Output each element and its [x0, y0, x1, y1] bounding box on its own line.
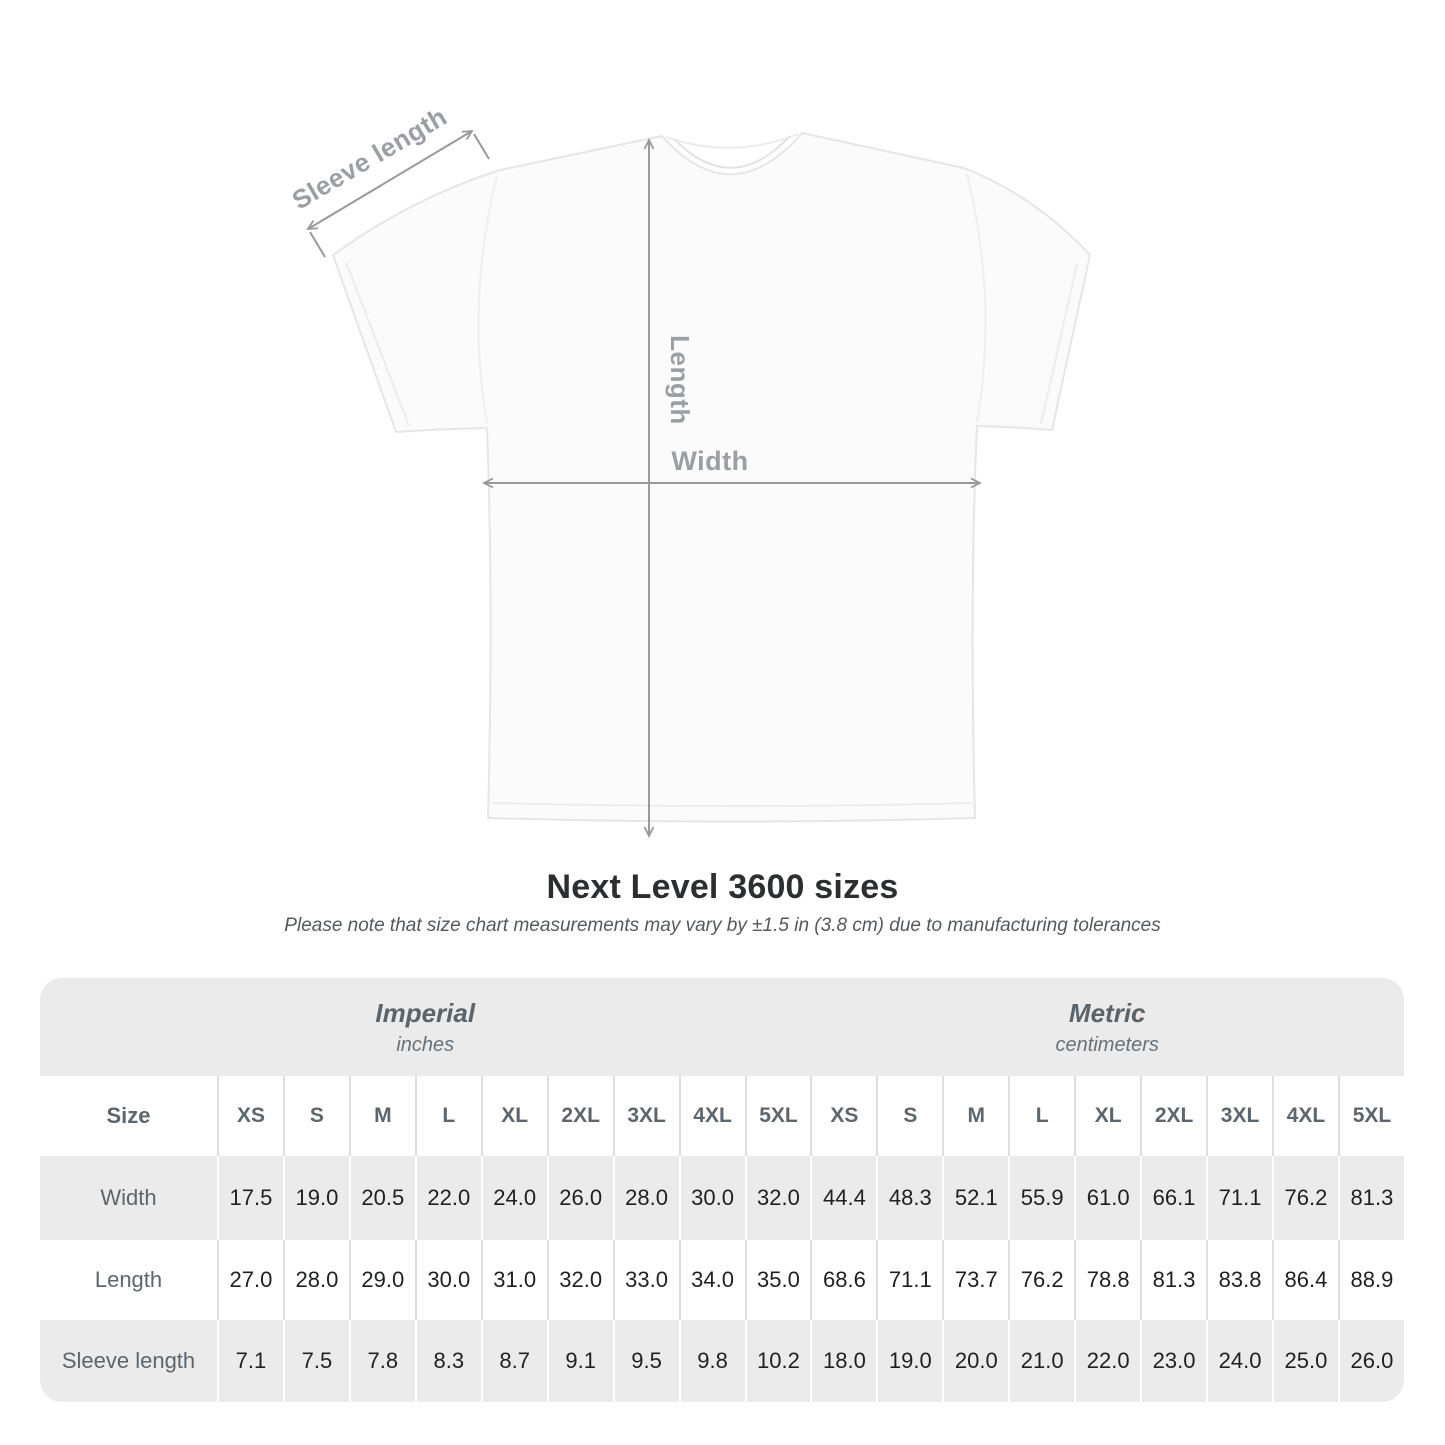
measurement-cell: 20.5	[349, 1156, 415, 1240]
measurement-cell: 26.0	[547, 1156, 613, 1240]
width-row-label: Width	[40, 1156, 217, 1240]
length-row-label: Length	[40, 1240, 217, 1320]
imperial-group-unit: inches	[396, 1033, 455, 1056]
metric-group-header	[810, 978, 1404, 1076]
size-col-header: 3XL	[613, 1076, 679, 1156]
size-col-header: L	[1008, 1076, 1074, 1156]
measurement-cell: 78.8	[1074, 1240, 1140, 1320]
measurement-cell: 21.0	[1008, 1320, 1074, 1402]
measurement-cell: 20.0	[942, 1320, 1008, 1402]
sleeve-length-row	[40, 1320, 1404, 1402]
measurement-cell: 44.4	[810, 1156, 876, 1240]
measurement-cell: 71.1	[1206, 1156, 1272, 1240]
imperial-group-header	[40, 978, 810, 1076]
size-col-header: 4XL	[679, 1076, 745, 1156]
measurement-cell: 55.9	[1008, 1156, 1074, 1240]
measurement-cell: 68.6	[810, 1240, 876, 1320]
measurement-cell: 61.0	[1074, 1156, 1140, 1240]
metric-group-unit: centimeters	[1055, 1033, 1159, 1056]
size-col-header: XL	[481, 1076, 547, 1156]
measurement-cell: 7.1	[217, 1320, 283, 1402]
measurement-cell: 81.3	[1140, 1240, 1206, 1320]
measurement-cell: 30.0	[415, 1240, 481, 1320]
size-col-header: 5XL	[745, 1076, 811, 1156]
size-col-header: L	[415, 1076, 481, 1156]
measurement-cell: 29.0	[349, 1240, 415, 1320]
measurement-cell: 88.9	[1338, 1240, 1404, 1320]
measurement-cell: 32.0	[745, 1156, 811, 1240]
size-col-header: XS	[810, 1076, 876, 1156]
size-col-header: M	[349, 1076, 415, 1156]
measurement-cell: 33.0	[613, 1240, 679, 1320]
sleeve-length-row-label: Sleeve length	[40, 1320, 217, 1402]
measurement-cell: 24.0	[1206, 1320, 1272, 1402]
measurement-cell: 48.3	[876, 1156, 942, 1240]
measurement-cell: 18.0	[810, 1320, 876, 1402]
measurement-cell: 19.0	[283, 1156, 349, 1240]
measurement-cell: 66.1	[1140, 1156, 1206, 1240]
measurement-cell: 81.3	[1338, 1156, 1404, 1240]
unit-group-header-row	[40, 978, 1404, 1076]
size-col-header: 4XL	[1272, 1076, 1338, 1156]
metric-group-title: Metric	[1068, 997, 1146, 1028]
measurement-cell: 17.5	[217, 1156, 283, 1240]
measurement-cell: 26.0	[1338, 1320, 1404, 1402]
measurement-cell: 8.3	[415, 1320, 481, 1402]
measurement-cell: 19.0	[876, 1320, 942, 1402]
size-col-header: XL	[1074, 1076, 1140, 1156]
measurement-cell: 7.5	[283, 1320, 349, 1402]
measurement-cell: 25.0	[1272, 1320, 1338, 1402]
size-col-header: XS	[217, 1076, 283, 1156]
sleeve-length-dimension-label: Sleeve length	[286, 101, 453, 216]
measurement-cell: 52.1	[942, 1156, 1008, 1240]
measurement-cell: 9.1	[547, 1320, 613, 1402]
measurement-cell: 86.4	[1272, 1240, 1338, 1320]
measurement-cell: 32.0	[547, 1240, 613, 1320]
tshirt-outline	[333, 133, 1090, 822]
measurement-cell: 28.0	[613, 1156, 679, 1240]
measurement-cell: 76.2	[1008, 1240, 1074, 1320]
length-dimension-label: Length	[665, 335, 695, 425]
width-row	[40, 1156, 1404, 1240]
width-dimension-label: Width	[671, 446, 749, 476]
size-col-header: S	[876, 1076, 942, 1156]
measurement-cell: 27.0	[217, 1240, 283, 1320]
measurement-cell: 76.2	[1272, 1156, 1338, 1240]
measurement-cell: 73.7	[942, 1240, 1008, 1320]
measurement-cell: 8.7	[481, 1320, 547, 1402]
size-table	[40, 978, 1404, 1402]
size-col-header: 2XL	[547, 1076, 613, 1156]
measurement-cell: 7.8	[349, 1320, 415, 1402]
size-row-label: Size	[40, 1076, 217, 1156]
measurement-cell: 28.0	[283, 1240, 349, 1320]
size-col-header: S	[283, 1076, 349, 1156]
measurement-cell: 22.0	[415, 1156, 481, 1240]
tolerance-note: Please note that size chart measurements may vary by ±1.5 in (3.8 cm) due to manufacturing tolerances	[284, 915, 1161, 936]
size-col-header: 3XL	[1206, 1076, 1272, 1156]
size-col-header: 5XL	[1338, 1076, 1404, 1156]
measurement-cell: 31.0	[481, 1240, 547, 1320]
length-row	[40, 1240, 1404, 1320]
measurement-cell: 71.1	[876, 1240, 942, 1320]
measurement-cell: 9.5	[613, 1320, 679, 1402]
size-col-header: M	[942, 1076, 1008, 1156]
measurement-cell: 9.8	[679, 1320, 745, 1402]
measurement-cell: 83.8	[1206, 1240, 1272, 1320]
measurement-cell: 34.0	[679, 1240, 745, 1320]
size-header-row	[40, 1076, 1404, 1156]
measurement-cell: 23.0	[1140, 1320, 1206, 1402]
page-title: Next Level 3600 sizes	[546, 868, 899, 906]
imperial-group-title: Imperial	[375, 997, 476, 1028]
size-col-header: 2XL	[1140, 1076, 1206, 1156]
measurement-cell: 24.0	[481, 1156, 547, 1240]
measurement-cell: 30.0	[679, 1156, 745, 1240]
tshirt-graphic	[333, 133, 1090, 822]
title-block	[0, 868, 1445, 937]
tshirt-back-collar-seam	[666, 134, 798, 148]
measurement-cell: 10.2	[745, 1320, 811, 1402]
measurement-cell: 22.0	[1074, 1320, 1140, 1402]
measurement-cell: 35.0	[745, 1240, 811, 1320]
sleeve-arrow-start-tick	[310, 232, 325, 257]
sleeve-arrow-end-tick	[474, 134, 489, 159]
